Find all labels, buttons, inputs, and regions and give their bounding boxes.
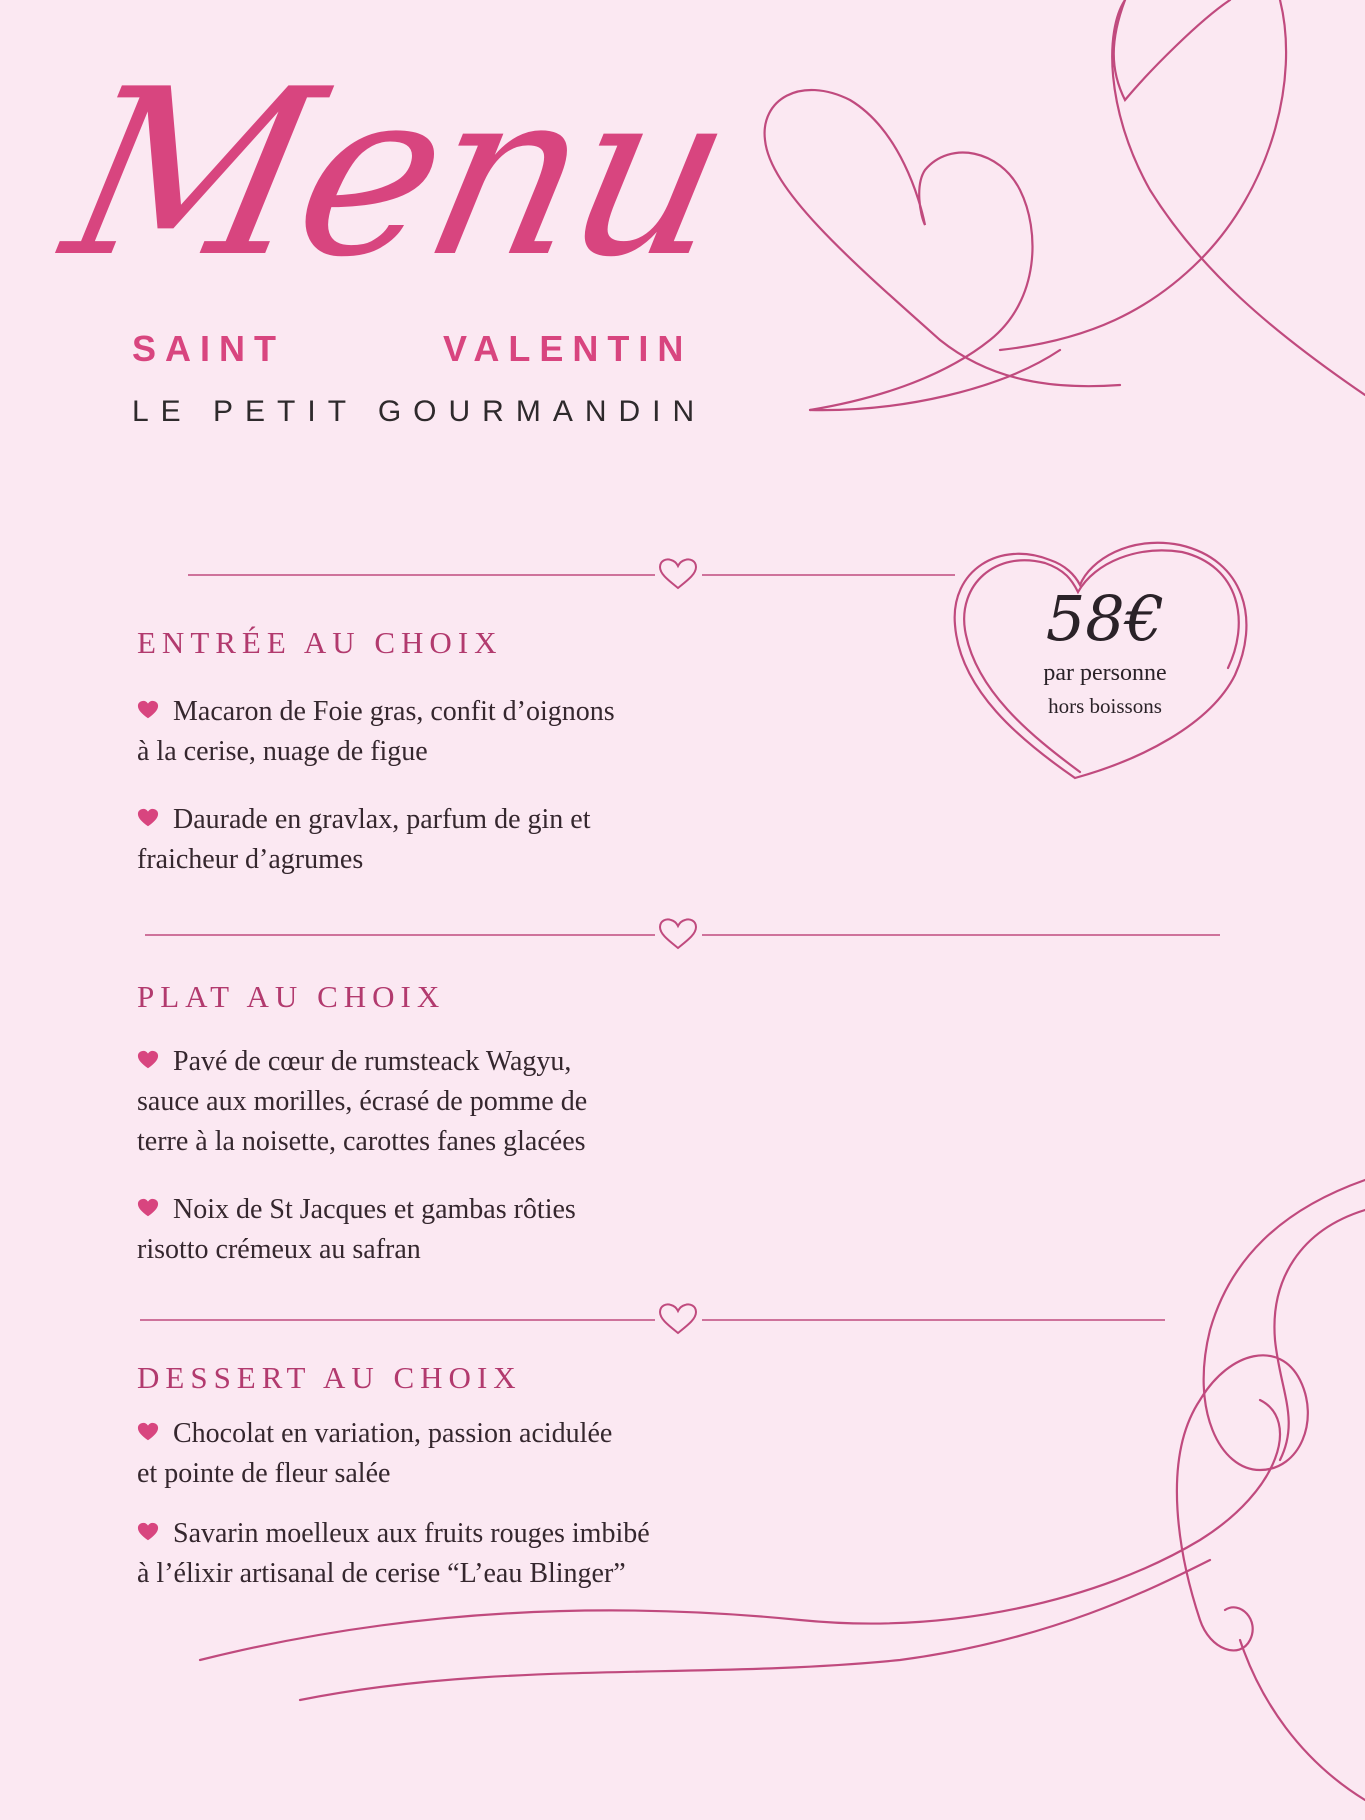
price-drinks-note: hors boissons (1048, 694, 1162, 718)
item-line: Chocolat en variation, passion acidulée (173, 1418, 613, 1449)
divider-heart-icon (660, 1304, 696, 1333)
menu-item (137, 1042, 777, 1162)
price-amount: 58€ (1045, 582, 1165, 655)
subtitle-saint: SAINT (132, 328, 285, 369)
menu-item (137, 1190, 777, 1270)
divider-heart-icon (660, 919, 696, 948)
heart-icon (137, 1421, 159, 1443)
section-title-dessert: DESSERT AU CHOIX (137, 1360, 522, 1395)
menu-title: Menu (46, 41, 748, 308)
item-line: Noix de St Jacques et gambas rôties (173, 1194, 576, 1225)
price-per-person: par personne (1043, 660, 1167, 686)
heart-icon (137, 1521, 159, 1543)
item-line: Savarin moelleux aux fruits rouges imbibé (173, 1518, 650, 1549)
price-badge (955, 540, 1255, 780)
item-line: à la cerise, nuage de figue (137, 736, 428, 767)
menu-item (137, 692, 777, 772)
section-title-plat: PLAT AU CHOIX (137, 979, 446, 1014)
subtitle-valentin: VALENTIN (443, 328, 693, 369)
item-line: terre à la noisette, carottes fanes glacées (137, 1126, 586, 1157)
divider-heart-icon (660, 559, 696, 588)
section-title-entree: ENTRÉE AU CHOIX (137, 625, 503, 660)
menu-item (137, 800, 777, 880)
heart-icon (137, 1049, 159, 1071)
heart-icon (137, 1197, 159, 1219)
item-line: et pointe de fleur salée (137, 1458, 391, 1489)
item-line: Pavé de cœur de rumsteack Wagyu, (173, 1046, 572, 1077)
heart-icon (137, 807, 159, 829)
item-line: sauce aux morilles, écrasé de pomme de (137, 1086, 588, 1117)
restaurant-name: LE PETIT GOURMANDIN (132, 395, 707, 428)
heart-icon (137, 699, 159, 721)
item-line: à l’élixir artisanal de cerise “L’eau Blinger” (137, 1558, 626, 1589)
menu-item (137, 1414, 777, 1494)
item-line: Macaron de Foie gras, confit d’oignons (173, 696, 615, 727)
menu-item (137, 1514, 777, 1594)
item-line: Daurade en gravlax, parfum de gin et (173, 804, 591, 835)
item-line: fraicheur d’agrumes (137, 844, 364, 875)
item-line: risotto crémeux au safran (137, 1234, 421, 1265)
